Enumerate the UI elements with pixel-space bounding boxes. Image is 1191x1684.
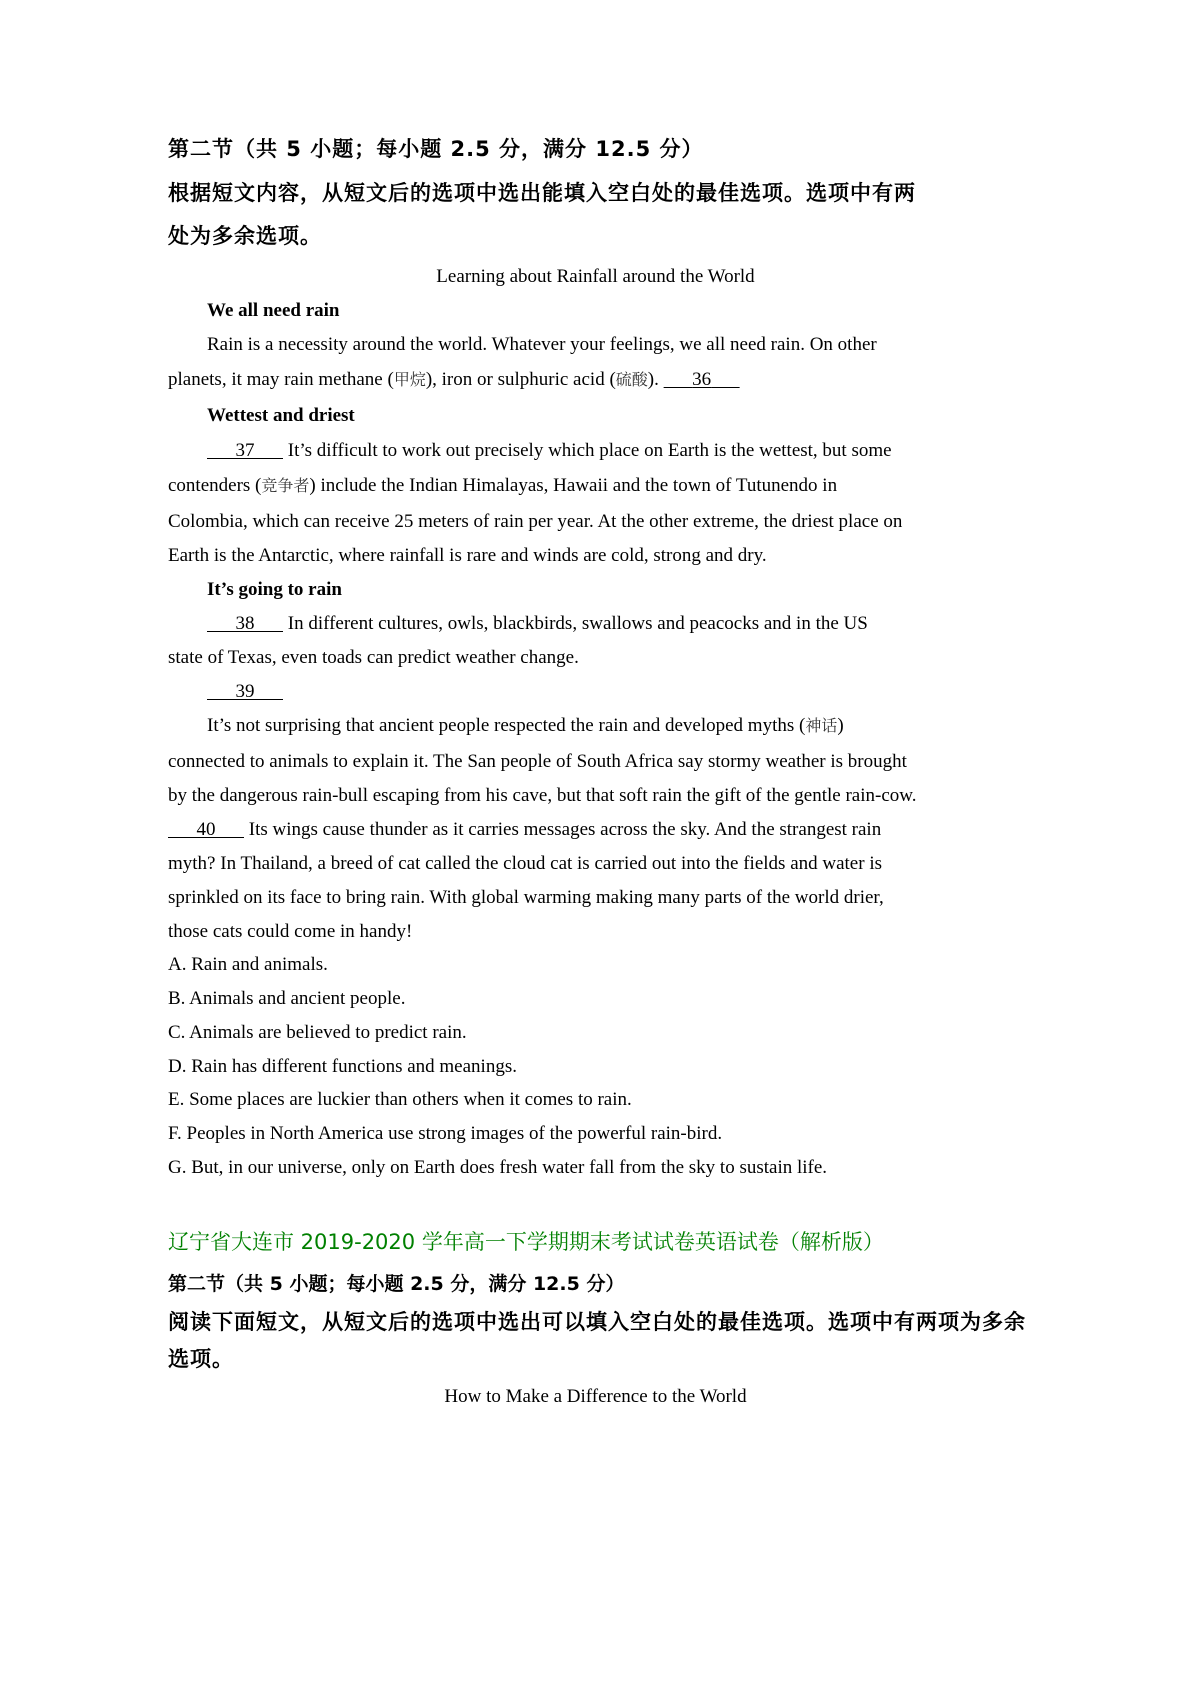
blank-39 <box>207 680 283 704</box>
option-a: A. Rain and animals. <box>168 954 328 975</box>
text-segment: contenders ( <box>168 475 262 496</box>
blank-38 <box>207 612 283 636</box>
subheading-its-going-to-rain: It’s going to rain <box>207 579 342 600</box>
section-2-instruction-line-1: 阅读下面短文，从短文后的选项中选出可以填入空白处的最佳选项。选项中有两项为多余 <box>168 1310 1026 1334</box>
text-segment: ), iron or sulphuric acid ( <box>425 369 616 390</box>
section-2-passage-title: How to Make a Difference to the World <box>444 1386 747 1407</box>
paragraph-2-line-3: Colombia, which can receive 25 meters of rain per year. At the other extreme, the driest place on <box>168 511 903 532</box>
paragraph-1-line-1: Rain is a necessity around the world. Whatever your feelings, we all need rain. On other <box>207 334 877 355</box>
paragraph-4-line-5: myth? In Thailand, a breed of cat called the cloud cat is carried out into the fields and water is <box>168 853 882 874</box>
subheading-wettest-and-driest: Wettest and driest <box>207 405 355 426</box>
text-segment: planets, it may rain methane ( <box>168 369 394 390</box>
text-segment: In different cultures, owls, blackbirds, swallows and peacocks and in the US <box>287 613 868 634</box>
blank-number: 36 <box>692 369 712 390</box>
section-2-heading: 第二节（共 5 小题；每小题 2.5 分，满分 12.5 分） <box>168 1273 625 1295</box>
source-title: 辽宁省大连市 2019-2020 学年高一下学期期末考试试卷英语试卷（解析版） <box>168 1230 884 1254</box>
paragraph-3-line-1 <box>207 612 868 636</box>
blank-number: 39 <box>235 681 255 702</box>
paragraph-4-line-6: sprinkled on its face to bring rain. With global warming making many parts of the world drier, <box>168 887 884 908</box>
blank-number: 37 <box>235 440 255 461</box>
paragraph-4-heading-line <box>207 680 283 704</box>
option-g: G. But, in our universe, only on Earth does fresh water fall from the sky to sustain life. <box>168 1157 828 1178</box>
text-segment: It’s not surprising that ancient people respected the rain and developed myths ( <box>207 715 806 736</box>
section-heading: 第二节（共 5 小题；每小题 2.5 分，满分 12.5 分） <box>168 137 704 161</box>
text-segment: ) include the Indian Himalayas, Hawaii and the town of Tutunendo in <box>309 475 838 496</box>
paragraph-2-line-1 <box>207 439 892 463</box>
paragraph-2-line-4: Earth is the Antarctic, where rainfall is rare and winds are cold, strong and dry. <box>168 545 767 566</box>
blank-40 <box>168 818 244 842</box>
paragraph-4-line-7: those cats could come in handy! <box>168 921 413 942</box>
instruction-line-1: 根据短文内容，从短文后的选项中选出能填入空白处的最佳选项。选项中有两 <box>168 181 916 205</box>
text-segment: It’s difficult to work out precisely which place on Earth is the wettest, but some <box>287 440 892 461</box>
option-f: F. Peoples in North America use strong images of the powerful rain-bird. <box>168 1123 723 1144</box>
paragraph-4-line-3: by the dangerous rain-bull escaping from his cave, but that soft rain the gift of the gentle rain-cow. <box>168 785 917 806</box>
paragraph-3-line-2: state of Texas, even toads can predict weather change. <box>168 647 579 668</box>
chinese-gloss: 竞争者 <box>261 476 310 495</box>
paragraph-2-line-2 <box>168 474 837 498</box>
blank-37 <box>207 439 283 463</box>
subheading-we-all-need-rain: We all need rain <box>207 300 340 321</box>
paragraph-4-line-4 <box>168 818 881 842</box>
instruction-line-2: 处为多余选项。 <box>168 224 322 248</box>
option-b: B. Animals and ancient people. <box>168 988 406 1009</box>
text-segment: ) <box>837 715 844 736</box>
blank-number: 40 <box>196 819 216 840</box>
chinese-gloss: 硫酸 <box>615 370 648 389</box>
option-e: E. Some places are luckier than others when it comes to rain. <box>168 1089 632 1110</box>
paragraph-4-line-2: connected to animals to explain it. The San people of South Africa say stormy weather is brought <box>168 751 907 772</box>
blank-36 <box>664 368 740 392</box>
passage-title: Learning about Rainfall around the World <box>436 266 755 287</box>
section-2-instruction-line-2: 选项。 <box>168 1347 234 1371</box>
text-segment: ). <box>647 369 659 390</box>
blank-number: 38 <box>235 613 255 634</box>
paragraph-4-line-1 <box>207 714 844 738</box>
chinese-gloss: 神话 <box>805 716 838 735</box>
paragraph-1-line-2 <box>168 368 740 392</box>
option-d: D. Rain has different functions and meanings. <box>168 1056 517 1077</box>
option-c: C. Animals are believed to predict rain. <box>168 1022 467 1043</box>
text-segment: Its wings cause thunder as it carries messages across the sky. And the strangest rain <box>248 819 882 840</box>
chinese-gloss: 甲烷 <box>393 370 426 389</box>
